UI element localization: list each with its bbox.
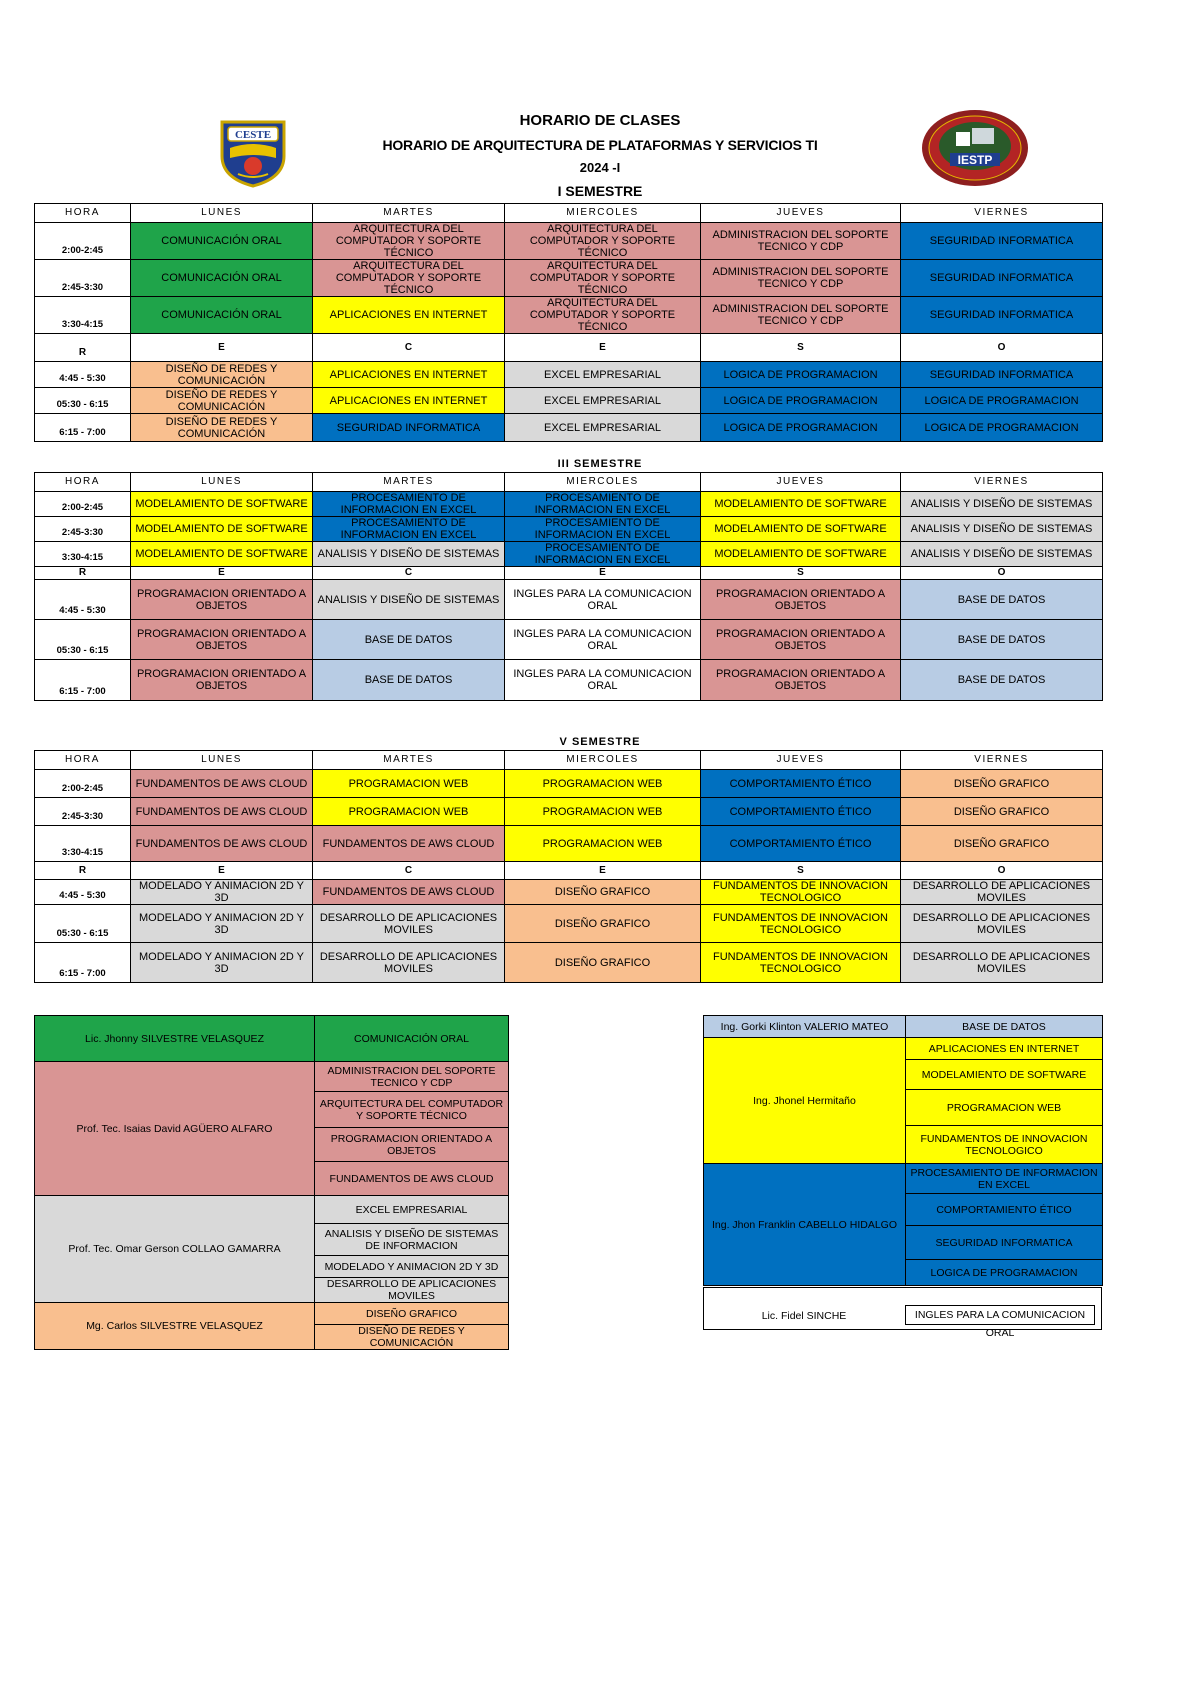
class-cell: BASE DE DATOS	[901, 580, 1103, 620]
recess-letter: R	[35, 567, 131, 580]
class-cell: ADMINISTRACION DEL SOPORTE TECNICO Y CDP	[701, 260, 901, 297]
class-cell: PROCESAMIENTO DE INFORMACION EN EXCEL	[505, 517, 701, 542]
recess-row	[35, 334, 1103, 362]
day-header-martes: MARTES	[313, 204, 505, 223]
semester-1-label: I SEMESTRE	[557, 183, 643, 199]
class-cell: SEGURIDAD INFORMATICA	[901, 223, 1103, 260]
teacher-course: LOGICA DE PROGRAMACION	[906, 1260, 1103, 1286]
table-row	[35, 880, 1103, 905]
class-cell: FUNDAMENTOS DE AWS CLOUD	[313, 826, 505, 862]
table-row	[35, 260, 1103, 297]
recess-letter: E	[505, 334, 701, 362]
class-cell: PROGRAMACION WEB	[313, 798, 505, 826]
class-cell: MODELAMIENTO DE SOFTWARE	[701, 492, 901, 517]
recess-letter: O	[901, 862, 1103, 880]
class-cell: ANALISIS Y DISEÑO DE SISTEMAS	[901, 517, 1103, 542]
teacher-name: Ing. Jhonel Hermitaño	[704, 1038, 906, 1164]
class-cell: PROGRAMACION WEB	[505, 826, 701, 862]
class-cell: ARQUITECTURA DEL COMPUTADOR Y SOPORTE TÉCNICO	[505, 223, 701, 260]
table-header	[35, 204, 1103, 223]
class-cell: PROGRAMACION WEB	[505, 798, 701, 826]
class-cell: LOGICA DE PROGRAMACION	[701, 388, 901, 414]
table-header	[35, 473, 1103, 492]
time-cell: 3:30-4:15	[35, 297, 131, 334]
class-cell: APLICACIONES EN INTERNET	[313, 388, 505, 414]
teacher-name: Mg. Carlos SILVESTRE VELASQUEZ	[35, 1303, 315, 1350]
class-cell: MODELADO Y ANIMACION 2D Y 3D	[131, 880, 313, 905]
teacher-name: Prof. Tec. Isaias David AGÜERO ALFARO	[35, 1062, 315, 1196]
time-cell: 6:15 - 7:00	[35, 943, 131, 983]
class-cell: EXCEL EMPRESARIAL	[505, 388, 701, 414]
table-row	[35, 660, 1103, 701]
class-cell: DESARROLLO DE APLICACIONES MOVILES	[901, 905, 1103, 943]
time-cell: 4:45 - 5:30	[35, 362, 131, 388]
page-title: HORARIO DE CLASES	[519, 112, 681, 129]
class-cell: DESARROLLO DE APLICACIONES MOVILES	[313, 905, 505, 943]
class-cell: INGLES PARA LA COMUNICACION ORAL	[505, 620, 701, 660]
table-row	[35, 798, 1103, 826]
day-header-viernes: VIERNES	[901, 473, 1103, 492]
class-cell: COMUNICACIÓN ORAL	[131, 260, 313, 297]
teacher-name: Ing. Jhon Franklin CABELLO HIDALGO	[704, 1164, 906, 1286]
class-cell: ANALISIS Y DISEÑO DE SISTEMAS	[313, 542, 505, 567]
class-cell: LOGICA DE PROGRAMACION	[901, 388, 1103, 414]
time-cell: 6:15 - 7:00	[35, 660, 131, 701]
teachers-table-left	[34, 1015, 509, 1350]
day-header-lunes: LUNES	[131, 473, 313, 492]
class-cell: FUNDAMENTOS DE INNOVACION TECNOLOGICO	[701, 943, 901, 983]
teacher-course: COMUNICACIÓN ORAL	[315, 1016, 509, 1062]
time-cell: 6:15 - 7:00	[35, 414, 131, 442]
teacher-row	[35, 1196, 509, 1224]
class-cell: MODELAMIENTO DE SOFTWARE	[131, 492, 313, 517]
class-cell: FUNDAMENTOS DE AWS CLOUD	[131, 770, 313, 798]
time-cell: 2:45-3:30	[35, 798, 131, 826]
class-cell: DISEÑO GRAFICO	[505, 880, 701, 905]
class-cell: PROCESAMIENTO DE INFORMACION EN EXCEL	[313, 492, 505, 517]
class-cell: DISEÑO GRAFICO	[505, 905, 701, 943]
teacher-course: ADMINISTRACION DEL SOPORTE TECNICO Y CDP	[315, 1062, 509, 1092]
class-cell: BASE DE DATOS	[313, 620, 505, 660]
recess-letter: E	[131, 334, 313, 362]
class-cell: DISEÑO GRAFICO	[901, 826, 1103, 862]
day-header-jueves: JUEVES	[701, 473, 901, 492]
class-cell: DISEÑO DE REDES Y COMUNICACIÓN	[131, 388, 313, 414]
class-cell: ARQUITECTURA DEL COMPUTADOR Y SOPORTE TÉCNICO	[313, 260, 505, 297]
class-cell: COMUNICACIÓN ORAL	[131, 297, 313, 334]
class-cell: FUNDAMENTOS DE AWS CLOUD	[131, 798, 313, 826]
class-cell: DISEÑO DE REDES Y COMUNICACIÓN	[131, 362, 313, 388]
recess-letter: E	[505, 862, 701, 880]
table-row	[35, 620, 1103, 660]
recess-letter: R	[35, 862, 131, 880]
table-row	[35, 223, 1103, 260]
class-cell: FUNDAMENTOS DE AWS CLOUD	[313, 880, 505, 905]
teacher-course: MODELAMIENTO DE SOFTWARE	[906, 1060, 1103, 1090]
recess-row	[35, 862, 1103, 880]
class-cell: ARQUITECTURA DEL COMPUTADOR Y SOPORTE TÉCNICO	[505, 297, 701, 334]
class-cell: FUNDAMENTOS DE INNOVACION TECNOLOGICO	[701, 880, 901, 905]
class-cell: COMPORTAMIENTO ÉTICO	[701, 770, 901, 798]
recess-letter: C	[313, 862, 505, 880]
table-row	[35, 297, 1103, 334]
class-cell: ADMINISTRACION DEL SOPORTE TECNICO Y CDP	[701, 297, 901, 334]
teacher-row	[704, 1164, 1103, 1194]
time-cell: 05:30 - 6:15	[35, 388, 131, 414]
class-cell: PROGRAMACION ORIENTADO A OBJETOS	[701, 620, 901, 660]
class-cell: PROCESAMIENTO DE INFORMACION EN EXCEL	[505, 542, 701, 567]
day-header-martes: MARTES	[313, 473, 505, 492]
recess-letter: C	[313, 567, 505, 580]
class-cell: FUNDAMENTOS DE INNOVACION TECNOLOGICO	[701, 905, 901, 943]
recess-letter: C	[313, 334, 505, 362]
recess-letter: O	[901, 334, 1103, 362]
teacher-course: PROGRAMACION WEB	[906, 1090, 1103, 1126]
class-cell: PROGRAMACION WEB	[505, 770, 701, 798]
class-cell: LOGICA DE PROGRAMACION	[901, 414, 1103, 442]
class-cell: FUNDAMENTOS DE AWS CLOUD	[131, 826, 313, 862]
teacher-course: MODELADO Y ANIMACION 2D Y 3D	[315, 1256, 509, 1278]
time-cell: 2:45-3:30	[35, 260, 131, 297]
day-header-miercoles: MIERCOLES	[505, 751, 701, 770]
academic-year: 2024 -I	[579, 160, 621, 175]
time-cell: 05:30 - 6:15	[35, 620, 131, 660]
class-cell: BASE DE DATOS	[313, 660, 505, 701]
teachers-table-right	[703, 1015, 1103, 1286]
teacher-course: FUNDAMENTOS DE INNOVACION TECNOLOGICO	[906, 1126, 1103, 1164]
teacher-course: FUNDAMENTOS DE AWS CLOUD	[315, 1162, 509, 1196]
time-cell: 4:45 - 5:30	[35, 580, 131, 620]
class-cell: PROCESAMIENTO DE INFORMACION EN EXCEL	[505, 492, 701, 517]
table-row	[35, 580, 1103, 620]
table-row	[35, 362, 1103, 388]
teacher-row	[704, 1038, 1103, 1060]
class-cell: MODELADO Y ANIMACION 2D Y 3D	[131, 943, 313, 983]
svg-text:IESTP: IESTP	[957, 153, 993, 167]
class-cell: ARQUITECTURA DEL COMPUTADOR Y SOPORTE TÉCNICO	[313, 223, 505, 260]
time-cell: 2:45-3:30	[35, 517, 131, 542]
class-cell: ANALISIS Y DISEÑO DE SISTEMAS	[313, 580, 505, 620]
teacher-course: EXCEL EMPRESARIAL	[315, 1196, 509, 1224]
class-cell: INGLES PARA LA COMUNICACION ORAL	[505, 580, 701, 620]
teacher-name: Lic. Fidel SINCHE	[761, 1310, 847, 1322]
teacher-course: INGLES PARA LA COMUNICACION ORAL	[905, 1305, 1095, 1325]
semester-3-label: III SEMESTRE	[557, 458, 643, 470]
day-header-martes: MARTES	[313, 751, 505, 770]
teacher-course: PROGRAMACION ORIENTADO A OBJETOS	[315, 1128, 509, 1162]
time-cell: 4:45 - 5:30	[35, 880, 131, 905]
teacher-course: DISEÑO GRAFICO	[315, 1303, 509, 1325]
recess-row	[35, 567, 1103, 580]
teacher-course: SEGURIDAD INFORMATICA	[906, 1226, 1103, 1260]
recess-letter: S	[701, 334, 901, 362]
class-cell: DESARROLLO DE APLICACIONES MOVILES	[901, 880, 1103, 905]
table-row	[35, 414, 1103, 442]
day-header-miercoles: MIERCOLES	[505, 473, 701, 492]
recess-letter: E	[131, 862, 313, 880]
page-subtitle: HORARIO DE ARQUITECTURA DE PLATAFORMAS Y SERVICIOS TI	[382, 137, 818, 153]
day-header-miercoles: MIERCOLES	[505, 204, 701, 223]
teacher-name: Lic. Jhonny SILVESTRE VELASQUEZ	[35, 1016, 315, 1062]
time-cell: 2:00-2:45	[35, 492, 131, 517]
semester-3-schedule	[34, 472, 1103, 701]
class-cell: SEGURIDAD INFORMATICA	[901, 362, 1103, 388]
class-cell: PROGRAMACION ORIENTADO A OBJETOS	[131, 660, 313, 701]
class-cell: DESARROLLO DE APLICACIONES MOVILES	[901, 943, 1103, 983]
teacher-course: ARQUITECTURA DEL COMPUTADOR Y SOPORTE TÉCNICO	[315, 1092, 509, 1128]
table-row	[35, 492, 1103, 517]
hora-header: HORA	[35, 473, 131, 492]
class-cell: DISEÑO DE REDES Y COMUNICACIÓN	[131, 414, 313, 442]
table-row	[35, 770, 1103, 798]
class-cell: MODELAMIENTO DE SOFTWARE	[131, 517, 313, 542]
teacher-name: Ing. Gorki Klinton VALERIO MATEO	[704, 1016, 906, 1038]
class-cell: DISEÑO GRAFICO	[901, 798, 1103, 826]
class-cell: ANALISIS Y DISEÑO DE SISTEMAS	[901, 492, 1103, 517]
teacher-course: PROCESAMIENTO DE INFORMACION EN EXCEL	[906, 1164, 1103, 1194]
class-cell: PROCESAMIENTO DE INFORMACION EN EXCEL	[313, 517, 505, 542]
recess-letter: E	[505, 567, 701, 580]
class-cell: COMPORTAMIENTO ÉTICO	[701, 826, 901, 862]
hora-header: HORA	[35, 751, 131, 770]
class-cell: SEGURIDAD INFORMATICA	[901, 260, 1103, 297]
class-cell: MODELADO Y ANIMACION 2D Y 3D	[131, 905, 313, 943]
time-cell: 2:00-2:45	[35, 770, 131, 798]
class-cell: PROGRAMACION WEB	[313, 770, 505, 798]
time-cell: 05:30 - 6:15	[35, 905, 131, 943]
day-header-jueves: JUEVES	[701, 204, 901, 223]
hora-header: HORA	[35, 204, 131, 223]
teacher-course: APLICACIONES EN INTERNET	[906, 1038, 1103, 1060]
class-cell: MODELAMIENTO DE SOFTWARE	[701, 542, 901, 567]
class-cell: LOGICA DE PROGRAMACION	[701, 362, 901, 388]
table-row	[35, 542, 1103, 567]
school-crest-logo-icon	[218, 118, 288, 188]
table-row	[35, 943, 1103, 983]
day-header-jueves: JUEVES	[701, 751, 901, 770]
class-cell: LOGICA DE PROGRAMACION	[701, 414, 901, 442]
class-cell: MODELAMIENTO DE SOFTWARE	[131, 542, 313, 567]
class-cell: APLICACIONES EN INTERNET	[313, 362, 505, 388]
class-cell: DISEÑO GRAFICO	[505, 943, 701, 983]
time-cell: 3:30-4:15	[35, 542, 131, 567]
recess-letter: S	[701, 862, 901, 880]
class-cell: SEGURIDAD INFORMATICA	[901, 297, 1103, 334]
table-header	[35, 751, 1103, 770]
table-row	[35, 517, 1103, 542]
teacher-row	[35, 1303, 509, 1325]
class-cell: BASE DE DATOS	[901, 620, 1103, 660]
class-cell: EXCEL EMPRESARIAL	[505, 362, 701, 388]
class-cell: COMUNICACIÓN ORAL	[131, 223, 313, 260]
class-cell: ADMINISTRACION DEL SOPORTE TECNICO Y CDP	[701, 223, 901, 260]
recess-letter: S	[701, 567, 901, 580]
table-row	[35, 388, 1103, 414]
class-cell: DISEÑO GRAFICO	[901, 770, 1103, 798]
class-cell: PROGRAMACION ORIENTADO A OBJETOS	[131, 580, 313, 620]
recess-letter: E	[131, 567, 313, 580]
time-cell: 3:30-4:15	[35, 826, 131, 862]
teacher-row	[35, 1062, 509, 1092]
teacher-course: COMPORTAMIENTO ÉTICO	[906, 1194, 1103, 1226]
day-header-viernes: VIERNES	[901, 751, 1103, 770]
day-header-lunes: LUNES	[131, 204, 313, 223]
semester-5-schedule	[34, 750, 1103, 983]
teacher-course: BASE DE DATOS	[906, 1016, 1103, 1038]
recess-letter: R	[35, 334, 131, 362]
table-row	[35, 905, 1103, 943]
class-cell: ANALISIS Y DISEÑO DE SISTEMAS	[901, 542, 1103, 567]
table-row	[35, 826, 1103, 862]
class-cell: PROGRAMACION ORIENTADO A OBJETOS	[131, 620, 313, 660]
class-cell: EXCEL EMPRESARIAL	[505, 414, 701, 442]
class-cell: APLICACIONES EN INTERNET	[313, 297, 505, 334]
teacher-course: DISEÑO DE REDES Y COMUNICACIÓN	[315, 1325, 509, 1350]
svg-text:CESTE: CESTE	[234, 129, 272, 141]
semester-1-schedule	[34, 203, 1103, 442]
teacher-row	[35, 1016, 509, 1062]
time-cell: 2:00-2:45	[35, 223, 131, 260]
teacher-row	[704, 1016, 1103, 1038]
day-header-lunes: LUNES	[131, 751, 313, 770]
class-cell: ARQUITECTURA DEL COMPUTADOR Y SOPORTE TÉCNICO	[505, 260, 701, 297]
class-cell: INGLES PARA LA COMUNICACION ORAL	[505, 660, 701, 701]
semester-5-label: V SEMESTRE	[559, 736, 641, 748]
teacher-course: ANALISIS Y DISEÑO DE SISTEMAS DE INFORMACION	[315, 1224, 509, 1256]
class-cell: SEGURIDAD INFORMATICA	[313, 414, 505, 442]
class-cell: PROGRAMACION ORIENTADO A OBJETOS	[701, 660, 901, 701]
class-cell: PROGRAMACION ORIENTADO A OBJETOS	[701, 580, 901, 620]
recess-letter: O	[901, 567, 1103, 580]
class-cell: BASE DE DATOS	[901, 660, 1103, 701]
day-header-viernes: VIERNES	[901, 204, 1103, 223]
teacher-course: DESARROLLO DE APLICACIONES MOVILES	[315, 1278, 509, 1303]
iestp-seal-logo-icon	[920, 108, 1030, 188]
class-cell: DESARROLLO DE APLICACIONES MOVILES	[313, 943, 505, 983]
teacher-name: Prof. Tec. Omar Gerson COLLAO GAMARRA	[35, 1196, 315, 1303]
class-cell: MODELAMIENTO DE SOFTWARE	[701, 517, 901, 542]
class-cell: COMPORTAMIENTO ÉTICO	[701, 798, 901, 826]
